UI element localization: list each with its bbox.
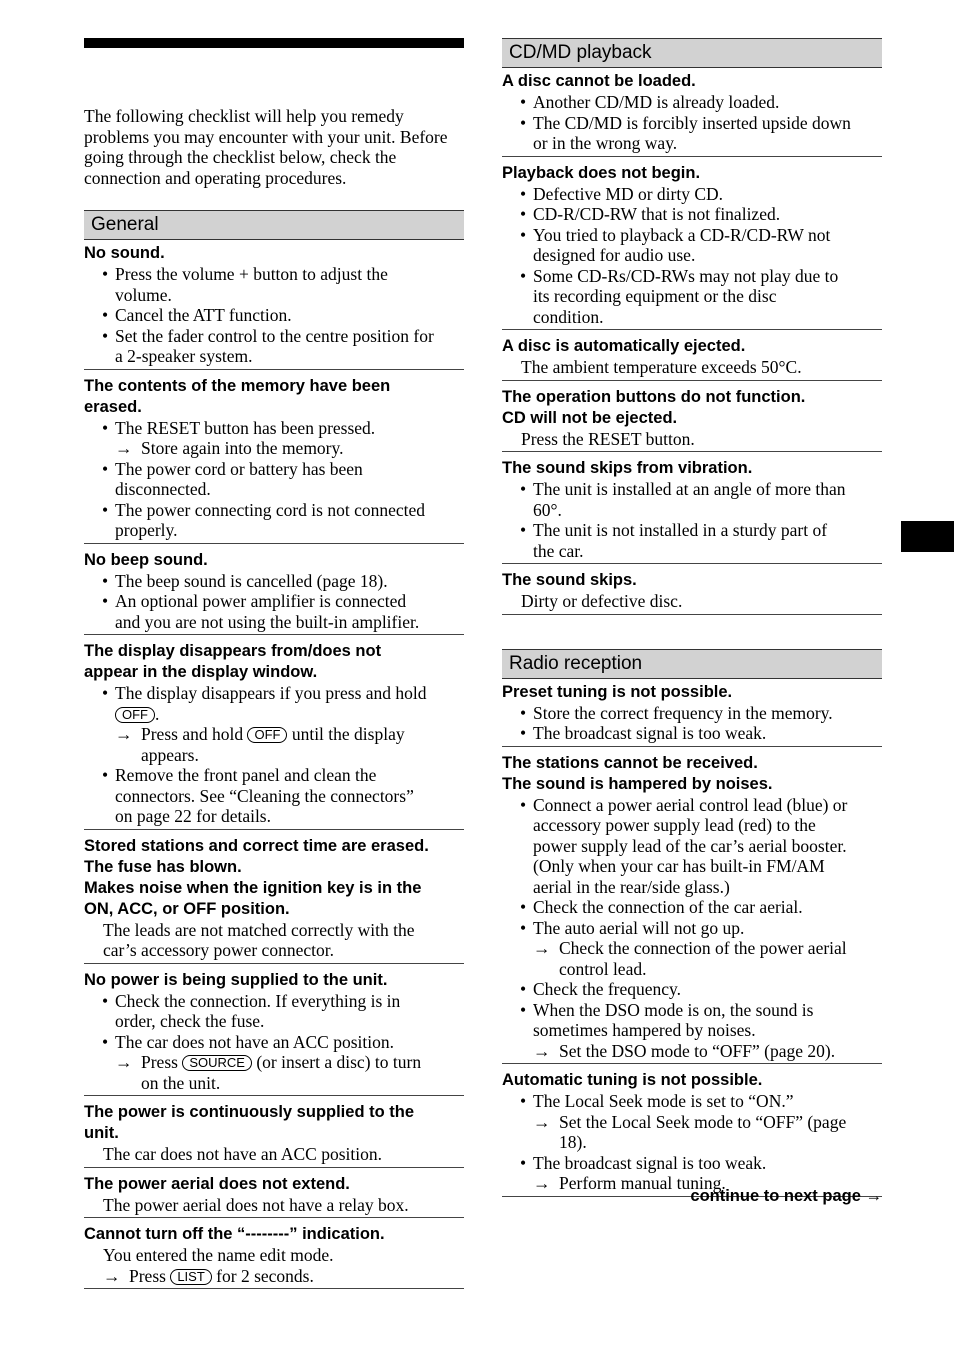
bullet-icon: • bbox=[520, 183, 527, 204]
troubleshooting-item bbox=[502, 387, 882, 453]
key-off-button-label: OFF bbox=[115, 707, 155, 723]
answer-line bbox=[84, 724, 464, 745]
line-text: Remove the front panel and clean the bbox=[115, 765, 377, 785]
line-text: Press the RESET button. bbox=[521, 428, 695, 449]
item-answer bbox=[84, 991, 464, 1094]
line-text: The auto aerial will not go up. bbox=[533, 917, 745, 938]
line-text: Check the frequency. bbox=[533, 979, 682, 999]
bullet-icon: • bbox=[520, 917, 527, 938]
answer-line bbox=[502, 1000, 882, 1021]
answer-line bbox=[502, 856, 882, 877]
question-line: The stations cannot be received. bbox=[502, 753, 758, 772]
line-text: The beep sound is cancelled (page 18). bbox=[115, 570, 388, 591]
item-answer bbox=[84, 1195, 464, 1216]
line-text: Set the DSO mode to “OFF” (page 20). bbox=[559, 1040, 836, 1061]
item-answer bbox=[84, 1144, 464, 1165]
question-line: Automatic tuning is not possible. bbox=[502, 1071, 763, 1089]
item-question bbox=[84, 1174, 464, 1195]
troubleshooting-item bbox=[84, 970, 464, 1097]
left-column bbox=[84, 38, 464, 1295]
answer-line bbox=[84, 500, 464, 521]
line-text: The unit is installed at an angle of more than bbox=[533, 479, 846, 499]
answer-line bbox=[84, 305, 464, 326]
item-question bbox=[502, 682, 882, 703]
bullet-icon: • bbox=[102, 458, 109, 479]
bullet-icon: • bbox=[102, 591, 109, 611]
item-answer bbox=[84, 571, 464, 633]
line-text: Store again into the memory. bbox=[141, 438, 344, 458]
answer-line bbox=[502, 1020, 882, 1041]
item-question bbox=[84, 836, 464, 920]
item-question bbox=[84, 641, 464, 683]
bullet-icon: • bbox=[520, 265, 527, 286]
bullet-icon: • bbox=[102, 417, 109, 438]
answer-line bbox=[502, 479, 882, 500]
bullet-icon: • bbox=[520, 702, 527, 723]
answer-line bbox=[502, 877, 882, 898]
answer-line bbox=[84, 571, 464, 592]
section-gap bbox=[502, 621, 882, 649]
item-question bbox=[502, 1070, 882, 1091]
arrow-icon: → bbox=[533, 1111, 551, 1132]
item-answer bbox=[502, 92, 882, 154]
troubleshooting-item bbox=[502, 71, 882, 157]
troubleshooting-item bbox=[502, 163, 882, 331]
question-line: No power is being supplied to the unit. bbox=[84, 970, 388, 989]
item-question bbox=[84, 1224, 464, 1245]
bullet-icon: • bbox=[102, 1031, 109, 1052]
line-text: Perform manual tuning. bbox=[559, 1173, 726, 1193]
question-line: The sound skips from vibration. bbox=[502, 459, 753, 477]
line-text: designed for audio use. bbox=[533, 245, 696, 265]
arrow-icon: → bbox=[115, 438, 133, 458]
bullet-icon: • bbox=[520, 92, 527, 112]
line-text: Check the connection of the car aerial. bbox=[533, 897, 803, 917]
answer-line bbox=[84, 1052, 464, 1073]
answer-line bbox=[502, 938, 882, 959]
bullet-icon: • bbox=[520, 1152, 527, 1173]
answer-line bbox=[84, 765, 464, 786]
intro-text: The following checklist will help you remedy problems you may encounter with your unit. Before going through the checklist below, check the connection and operating procedures. bbox=[84, 106, 448, 188]
line-text: The broadcast signal is too weak. bbox=[533, 1152, 767, 1173]
question-line: A disc cannot be loaded. bbox=[502, 72, 696, 90]
arrow-icon: → bbox=[533, 1173, 551, 1193]
line-text: Some CD-Rs/CD-RWs may not play due to bbox=[533, 265, 839, 286]
troubleshooting-item bbox=[84, 1102, 464, 1168]
item-answer bbox=[502, 795, 882, 1062]
answer-line bbox=[84, 264, 464, 285]
answer-line bbox=[84, 612, 464, 633]
answer-line bbox=[84, 786, 464, 807]
item-question bbox=[84, 243, 464, 264]
title-rule bbox=[84, 38, 464, 48]
answer-line bbox=[84, 418, 464, 439]
question-line: erased. bbox=[84, 397, 142, 416]
line-text: order, check the fuse. bbox=[115, 1011, 265, 1031]
bullet-icon: • bbox=[102, 765, 109, 785]
line-text: properly. bbox=[115, 520, 178, 540]
line-text: Connect a power aerial control lead (blue) or bbox=[533, 794, 848, 815]
answer-line bbox=[502, 307, 882, 328]
line-text: Store the correct frequency in the memory. bbox=[533, 702, 833, 723]
arrow-icon: → bbox=[115, 1052, 133, 1072]
answer-line bbox=[502, 520, 882, 541]
item-answer bbox=[502, 703, 882, 744]
line-text: the car. bbox=[533, 540, 584, 561]
arrow-icon: → bbox=[103, 1265, 121, 1286]
line-text: The RESET button has been pressed. bbox=[115, 417, 376, 438]
right-column bbox=[502, 38, 882, 1203]
question-line: Cannot turn off the “--------” indication. bbox=[84, 1225, 385, 1243]
line-text: car’s accessory power connector. bbox=[103, 940, 334, 960]
answer-line bbox=[502, 795, 882, 816]
bullet-icon: • bbox=[520, 1091, 527, 1111]
answer-line bbox=[502, 184, 882, 205]
line-text: The display disappears if you press and hold bbox=[115, 683, 427, 703]
item-answer bbox=[84, 1245, 464, 1286]
troubleshooting-item bbox=[502, 1070, 882, 1197]
line-text: The unit is not installed in a sturdy part of bbox=[533, 520, 828, 540]
answer-line bbox=[502, 133, 882, 154]
answer-line bbox=[502, 723, 882, 744]
question-line: Makes noise when the ignition key is in the bbox=[84, 878, 422, 897]
line-text: The Local Seek mode is set to “ON.” bbox=[533, 1091, 794, 1111]
troubleshooting-item bbox=[84, 641, 464, 830]
bullet-icon: • bbox=[520, 794, 527, 815]
line-text: appears. bbox=[141, 744, 199, 765]
answer-line bbox=[502, 266, 882, 287]
bullet-icon: • bbox=[102, 683, 109, 703]
answer-line bbox=[502, 1132, 882, 1153]
answer-line bbox=[502, 541, 882, 562]
line-text: The car does not have an ACC position. bbox=[115, 1031, 394, 1052]
line-text: Set the fader control to the centre position for bbox=[115, 325, 434, 346]
line-text: accessory power supply lead (red) to the bbox=[533, 815, 816, 835]
arrow-icon: → bbox=[533, 938, 551, 958]
line-text: Defective MD or dirty CD. bbox=[533, 183, 724, 204]
answer-line bbox=[502, 1091, 882, 1112]
item-question bbox=[502, 71, 882, 92]
answer-line bbox=[502, 92, 882, 113]
answer-line bbox=[84, 459, 464, 480]
troubleshooting-item bbox=[502, 753, 882, 1065]
answer-line bbox=[502, 245, 882, 266]
question-line: ON, ACC, or OFF position. bbox=[84, 899, 290, 918]
question-line: The sound is hampered by noises. bbox=[502, 774, 773, 793]
section-heading: General bbox=[84, 210, 464, 240]
item-question bbox=[502, 753, 882, 795]
answer-line bbox=[502, 836, 882, 857]
item-question bbox=[502, 336, 882, 357]
line-text: condition. bbox=[533, 306, 604, 327]
item-answer bbox=[84, 920, 464, 961]
question-line: CD will not be ejected. bbox=[502, 408, 678, 427]
troubleshooting-item bbox=[502, 682, 882, 747]
troubleshooting-item bbox=[502, 570, 882, 615]
troubleshooting-item bbox=[84, 376, 464, 544]
key-list-button-label: LIST bbox=[170, 1269, 211, 1285]
answer-line bbox=[502, 959, 882, 980]
item-answer bbox=[84, 418, 464, 541]
section-heading: Radio reception bbox=[502, 649, 882, 679]
answer-line bbox=[84, 806, 464, 827]
line-text: Press bbox=[129, 1265, 171, 1286]
line-text: Press the volume + button to adjust the bbox=[115, 264, 388, 284]
section-heading: CD/MD playback bbox=[502, 38, 882, 68]
line-text: on the unit. bbox=[141, 1072, 221, 1093]
bullet-icon: • bbox=[520, 520, 527, 540]
bullet-icon: • bbox=[102, 499, 109, 520]
question-line: The power aerial does not extend. bbox=[84, 1174, 350, 1193]
question-line: unit. bbox=[84, 1124, 119, 1142]
line-text: The car does not have an ACC position. bbox=[103, 1144, 382, 1164]
side-tab-marker bbox=[901, 521, 954, 552]
line-text: or in the wrong way. bbox=[533, 133, 678, 153]
answer-line bbox=[502, 1153, 882, 1174]
answer-line bbox=[502, 979, 882, 1000]
right-sections bbox=[502, 38, 882, 1197]
troubleshooting-item bbox=[84, 243, 464, 370]
line-text: Press and hold bbox=[141, 724, 248, 744]
answer-line bbox=[84, 285, 464, 306]
bullet-icon: • bbox=[102, 264, 109, 284]
answer-line bbox=[502, 1112, 882, 1133]
line-text: Check the connection. If everything is in bbox=[115, 990, 401, 1011]
question-line: The display disappears from/does not bbox=[84, 642, 382, 660]
answer-line bbox=[84, 683, 464, 704]
bullet-icon: • bbox=[520, 479, 527, 499]
line-text: power supply lead of the car’s aerial booster. bbox=[533, 835, 847, 856]
answer-line bbox=[84, 1144, 464, 1165]
item-question bbox=[502, 163, 882, 184]
item-answer bbox=[502, 479, 882, 561]
line-text: Check the connection of the power aerial bbox=[559, 938, 847, 958]
bullet-icon: • bbox=[520, 897, 527, 917]
item-answer bbox=[84, 683, 464, 827]
answer-line bbox=[84, 704, 464, 725]
line-text-after: (or insert a disc) to turn bbox=[251, 1052, 422, 1072]
line-text: Press bbox=[141, 1052, 183, 1072]
question-line: The contents of the memory have been bbox=[84, 376, 391, 395]
bullet-icon: • bbox=[520, 112, 527, 133]
line-text: An optional power amplifier is connected bbox=[115, 591, 407, 611]
line-text: a 2-speaker system. bbox=[115, 346, 253, 366]
answer-line bbox=[502, 703, 882, 724]
key-off-button-label: OFF bbox=[247, 727, 287, 743]
question-line: The power is continuously supplied to the bbox=[84, 1103, 415, 1121]
line-text-after: . bbox=[155, 703, 160, 724]
answer-line bbox=[84, 745, 464, 766]
line-text: control lead. bbox=[559, 958, 647, 979]
line-text-after: for 2 seconds. bbox=[211, 1265, 314, 1286]
question-line: No sound. bbox=[84, 244, 165, 262]
line-text: CD-R/CD-RW that is not finalized. bbox=[533, 204, 781, 224]
line-text: You tried to playback a CD-R/CD-RW not bbox=[533, 224, 831, 245]
line-text: The CD/MD is forcibly inserted upside down bbox=[533, 112, 851, 133]
line-text: Dirty or defective disc. bbox=[521, 591, 683, 611]
line-text: 60°. bbox=[533, 499, 562, 520]
answer-line bbox=[502, 500, 882, 521]
answer-line bbox=[502, 113, 882, 134]
line-text: The ambient temperature exceeds 50°C. bbox=[521, 357, 802, 377]
answer-line bbox=[84, 940, 464, 961]
answer-line bbox=[84, 1011, 464, 1032]
line-text: 18). bbox=[559, 1132, 587, 1152]
answer-line bbox=[502, 286, 882, 307]
troubleshooting-item bbox=[84, 550, 464, 636]
troubleshooting-item bbox=[84, 836, 464, 964]
question-line: appear in the display window. bbox=[84, 663, 318, 681]
bullet-icon: • bbox=[520, 979, 527, 999]
arrow-icon: → bbox=[533, 1040, 551, 1061]
answer-line bbox=[84, 346, 464, 367]
troubleshooting-item bbox=[502, 336, 882, 381]
line-text: disconnected. bbox=[115, 479, 211, 499]
line-text: The power aerial does not have a relay box. bbox=[103, 1194, 409, 1215]
bullet-icon: • bbox=[520, 204, 527, 224]
answer-line bbox=[502, 897, 882, 918]
bullet-icon: • bbox=[520, 224, 527, 245]
line-text: sometimes hampered by noises. bbox=[533, 1020, 756, 1040]
item-question bbox=[84, 550, 464, 571]
item-question bbox=[502, 387, 882, 429]
bullet-icon: • bbox=[102, 990, 109, 1011]
line-text: and you are not using the built-in amplifier. bbox=[115, 611, 420, 632]
question-line: The sound skips. bbox=[502, 571, 637, 589]
line-text: volume. bbox=[115, 284, 172, 305]
item-answer bbox=[502, 591, 882, 612]
question-line: A disc is automatically ejected. bbox=[502, 337, 746, 355]
item-answer bbox=[502, 184, 882, 328]
line-text: The leads are not matched correctly with the bbox=[103, 919, 415, 940]
answer-line bbox=[84, 920, 464, 941]
key-source-button-label: SOURCE bbox=[182, 1055, 252, 1071]
continue-to-next-page: continue to next page → bbox=[690, 1187, 882, 1205]
item-question bbox=[502, 458, 882, 479]
answer-line bbox=[84, 1195, 464, 1216]
troubleshooting-item bbox=[84, 1224, 464, 1289]
line-text: The power cord or battery has been bbox=[115, 458, 363, 479]
line-text: on page 22 for details. bbox=[115, 806, 271, 826]
line-text-after: until the display bbox=[287, 724, 405, 744]
item-answer bbox=[502, 357, 882, 378]
answer-line bbox=[502, 357, 882, 378]
line-text: (Only when your car has built-in FM/AM bbox=[533, 856, 825, 876]
bullet-icon: • bbox=[520, 723, 527, 743]
answer-line bbox=[84, 326, 464, 347]
line-text: When the DSO mode is on, the sound is bbox=[533, 999, 814, 1020]
left-sections bbox=[84, 210, 464, 1289]
line-text: aerial in the rear/side glass.) bbox=[533, 876, 730, 897]
line-text: Another CD/MD is already loaded. bbox=[533, 92, 780, 112]
bullet-icon: • bbox=[102, 570, 109, 591]
question-line: No beep sound. bbox=[84, 550, 208, 569]
item-question bbox=[502, 570, 882, 591]
bullet-icon: • bbox=[520, 999, 527, 1020]
question-line: Playback does not begin. bbox=[502, 163, 701, 182]
answer-line bbox=[502, 204, 882, 225]
line-text: connectors. See “Cleaning the connectors” bbox=[115, 785, 414, 806]
item-answer bbox=[502, 1091, 882, 1194]
answer-line bbox=[502, 1041, 882, 1062]
question-line: Preset tuning is not possible. bbox=[502, 682, 733, 701]
item-question bbox=[84, 1102, 464, 1144]
answer-line bbox=[84, 520, 464, 541]
answer-line bbox=[84, 591, 464, 612]
answer-line bbox=[502, 225, 882, 246]
question-line: The fuse has blown. bbox=[84, 857, 242, 876]
answer-line bbox=[84, 1266, 464, 1287]
item-answer bbox=[84, 264, 464, 367]
arrow-icon: → bbox=[115, 724, 133, 744]
answer-line bbox=[502, 815, 882, 836]
answer-line bbox=[84, 479, 464, 500]
troubleshooting-item bbox=[84, 1174, 464, 1219]
answer-line bbox=[84, 1073, 464, 1094]
answer-line bbox=[84, 991, 464, 1012]
line-text: The broadcast signal is too weak. bbox=[533, 723, 767, 743]
line-text: Set the Local Seek mode to “OFF” (page bbox=[559, 1111, 847, 1132]
answer-line bbox=[84, 1032, 464, 1053]
question-line: The operation buttons do not function. bbox=[502, 387, 806, 406]
item-answer bbox=[502, 429, 882, 450]
question-line: Stored stations and correct time are erased. bbox=[84, 836, 429, 855]
line-text: The power connecting cord is not connected bbox=[115, 499, 426, 520]
bullet-icon: • bbox=[102, 325, 109, 346]
item-question bbox=[84, 970, 464, 991]
answer-line bbox=[84, 438, 464, 459]
item-question bbox=[84, 376, 464, 418]
bullet-icon: • bbox=[102, 305, 109, 325]
answer-line bbox=[84, 1245, 464, 1266]
answer-line bbox=[502, 918, 882, 939]
line-text: Cancel the ATT function. bbox=[115, 305, 292, 325]
line-text: You entered the name edit mode. bbox=[103, 1245, 334, 1265]
answer-line bbox=[502, 591, 882, 612]
line-text: its recording equipment or the disc bbox=[533, 286, 777, 306]
answer-line bbox=[502, 429, 882, 450]
troubleshooting-item bbox=[502, 458, 882, 564]
